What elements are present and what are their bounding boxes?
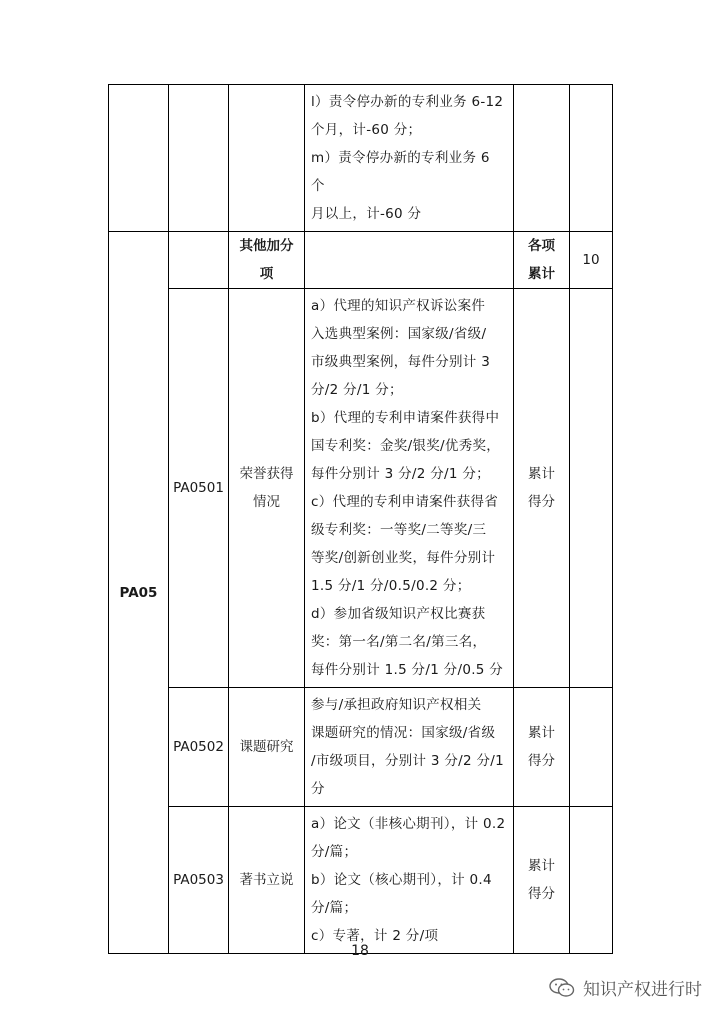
cell-empty — [570, 85, 613, 232]
cell-empty — [169, 232, 229, 289]
table-row — [109, 688, 613, 807]
item-name: 荣誉获得 情况 — [229, 289, 305, 688]
scoring-method: 累计 得分 — [514, 807, 570, 954]
item-name: 著书立说 — [229, 807, 305, 954]
cell-empty — [514, 85, 570, 232]
scoring-table — [108, 84, 613, 954]
item-code: PA0502 — [169, 688, 229, 807]
cell-empty — [570, 807, 613, 954]
item-code: PA0503 — [169, 807, 229, 954]
cell-empty — [169, 85, 229, 232]
wechat-icon — [549, 977, 575, 999]
item-name: 其他加分 项 — [229, 232, 305, 289]
scoring-method: 各项 累计 — [514, 232, 570, 289]
desc-line: m）责令停办新的专利业务 6 个 — [311, 150, 490, 194]
cell-empty — [570, 289, 613, 688]
cell-empty — [570, 688, 613, 807]
table-row — [109, 807, 613, 954]
desc-line: 个月，计-60 分； — [311, 122, 422, 138]
table-row — [109, 289, 613, 688]
desc-cell — [305, 85, 514, 232]
category-code: PA05 — [109, 232, 169, 954]
item-code: PA0501 — [169, 289, 229, 688]
page-number: 18 — [351, 943, 369, 959]
item-name: 课题研究 — [229, 688, 305, 807]
cell-empty — [109, 85, 169, 232]
desc-cell: a）代理的知识产权诉讼案件 入选典型案例：国家级/省级/ 市级典型案例，每件分别计 3 分/2 分/1 分； b）代理的专利申请案件获得中 国专利奖：金奖/银奖/优秀奖， 每件分别计 3 分/2 分/1 分； c）代理的专利申请案件获得省 级专利奖：一等奖/二等奖/三 等奖/创新创业奖，每件分别计 1.5 分/1 分/0.5/0.2 分； d）参加省级知识产权比赛获 奖：第一名/第二名/第三名， 每件分别计 1.5 分/1 分/0.5 分 — [305, 289, 514, 688]
watermark-text: 知识产权进行时 — [583, 980, 702, 1000]
desc-cell: 参与/承担政府知识产权相关 课题研究的情况：国家级/省级 /市级项目，分别计 3 分/2 分/1 分 — [305, 688, 514, 807]
desc-line: 月以上，计-60 分 — [311, 206, 422, 222]
desc-line: l）责令停办新的专利业务 6-12 — [311, 94, 504, 110]
scoring-method: 累计 得分 — [514, 688, 570, 807]
cell-empty — [229, 85, 305, 232]
score-value: 10 — [570, 232, 613, 289]
desc-cell: a）论文（非核心期刊），计 0.2 分/篇； b）论文（核心期刊），计 0.4 分/篇； c）专著，计 2 分/项 — [305, 807, 514, 954]
cell-empty — [305, 232, 514, 289]
table-row — [109, 232, 613, 289]
table-row — [109, 85, 613, 232]
watermark — [549, 975, 702, 1000]
scoring-method: 累计 得分 — [514, 289, 570, 688]
